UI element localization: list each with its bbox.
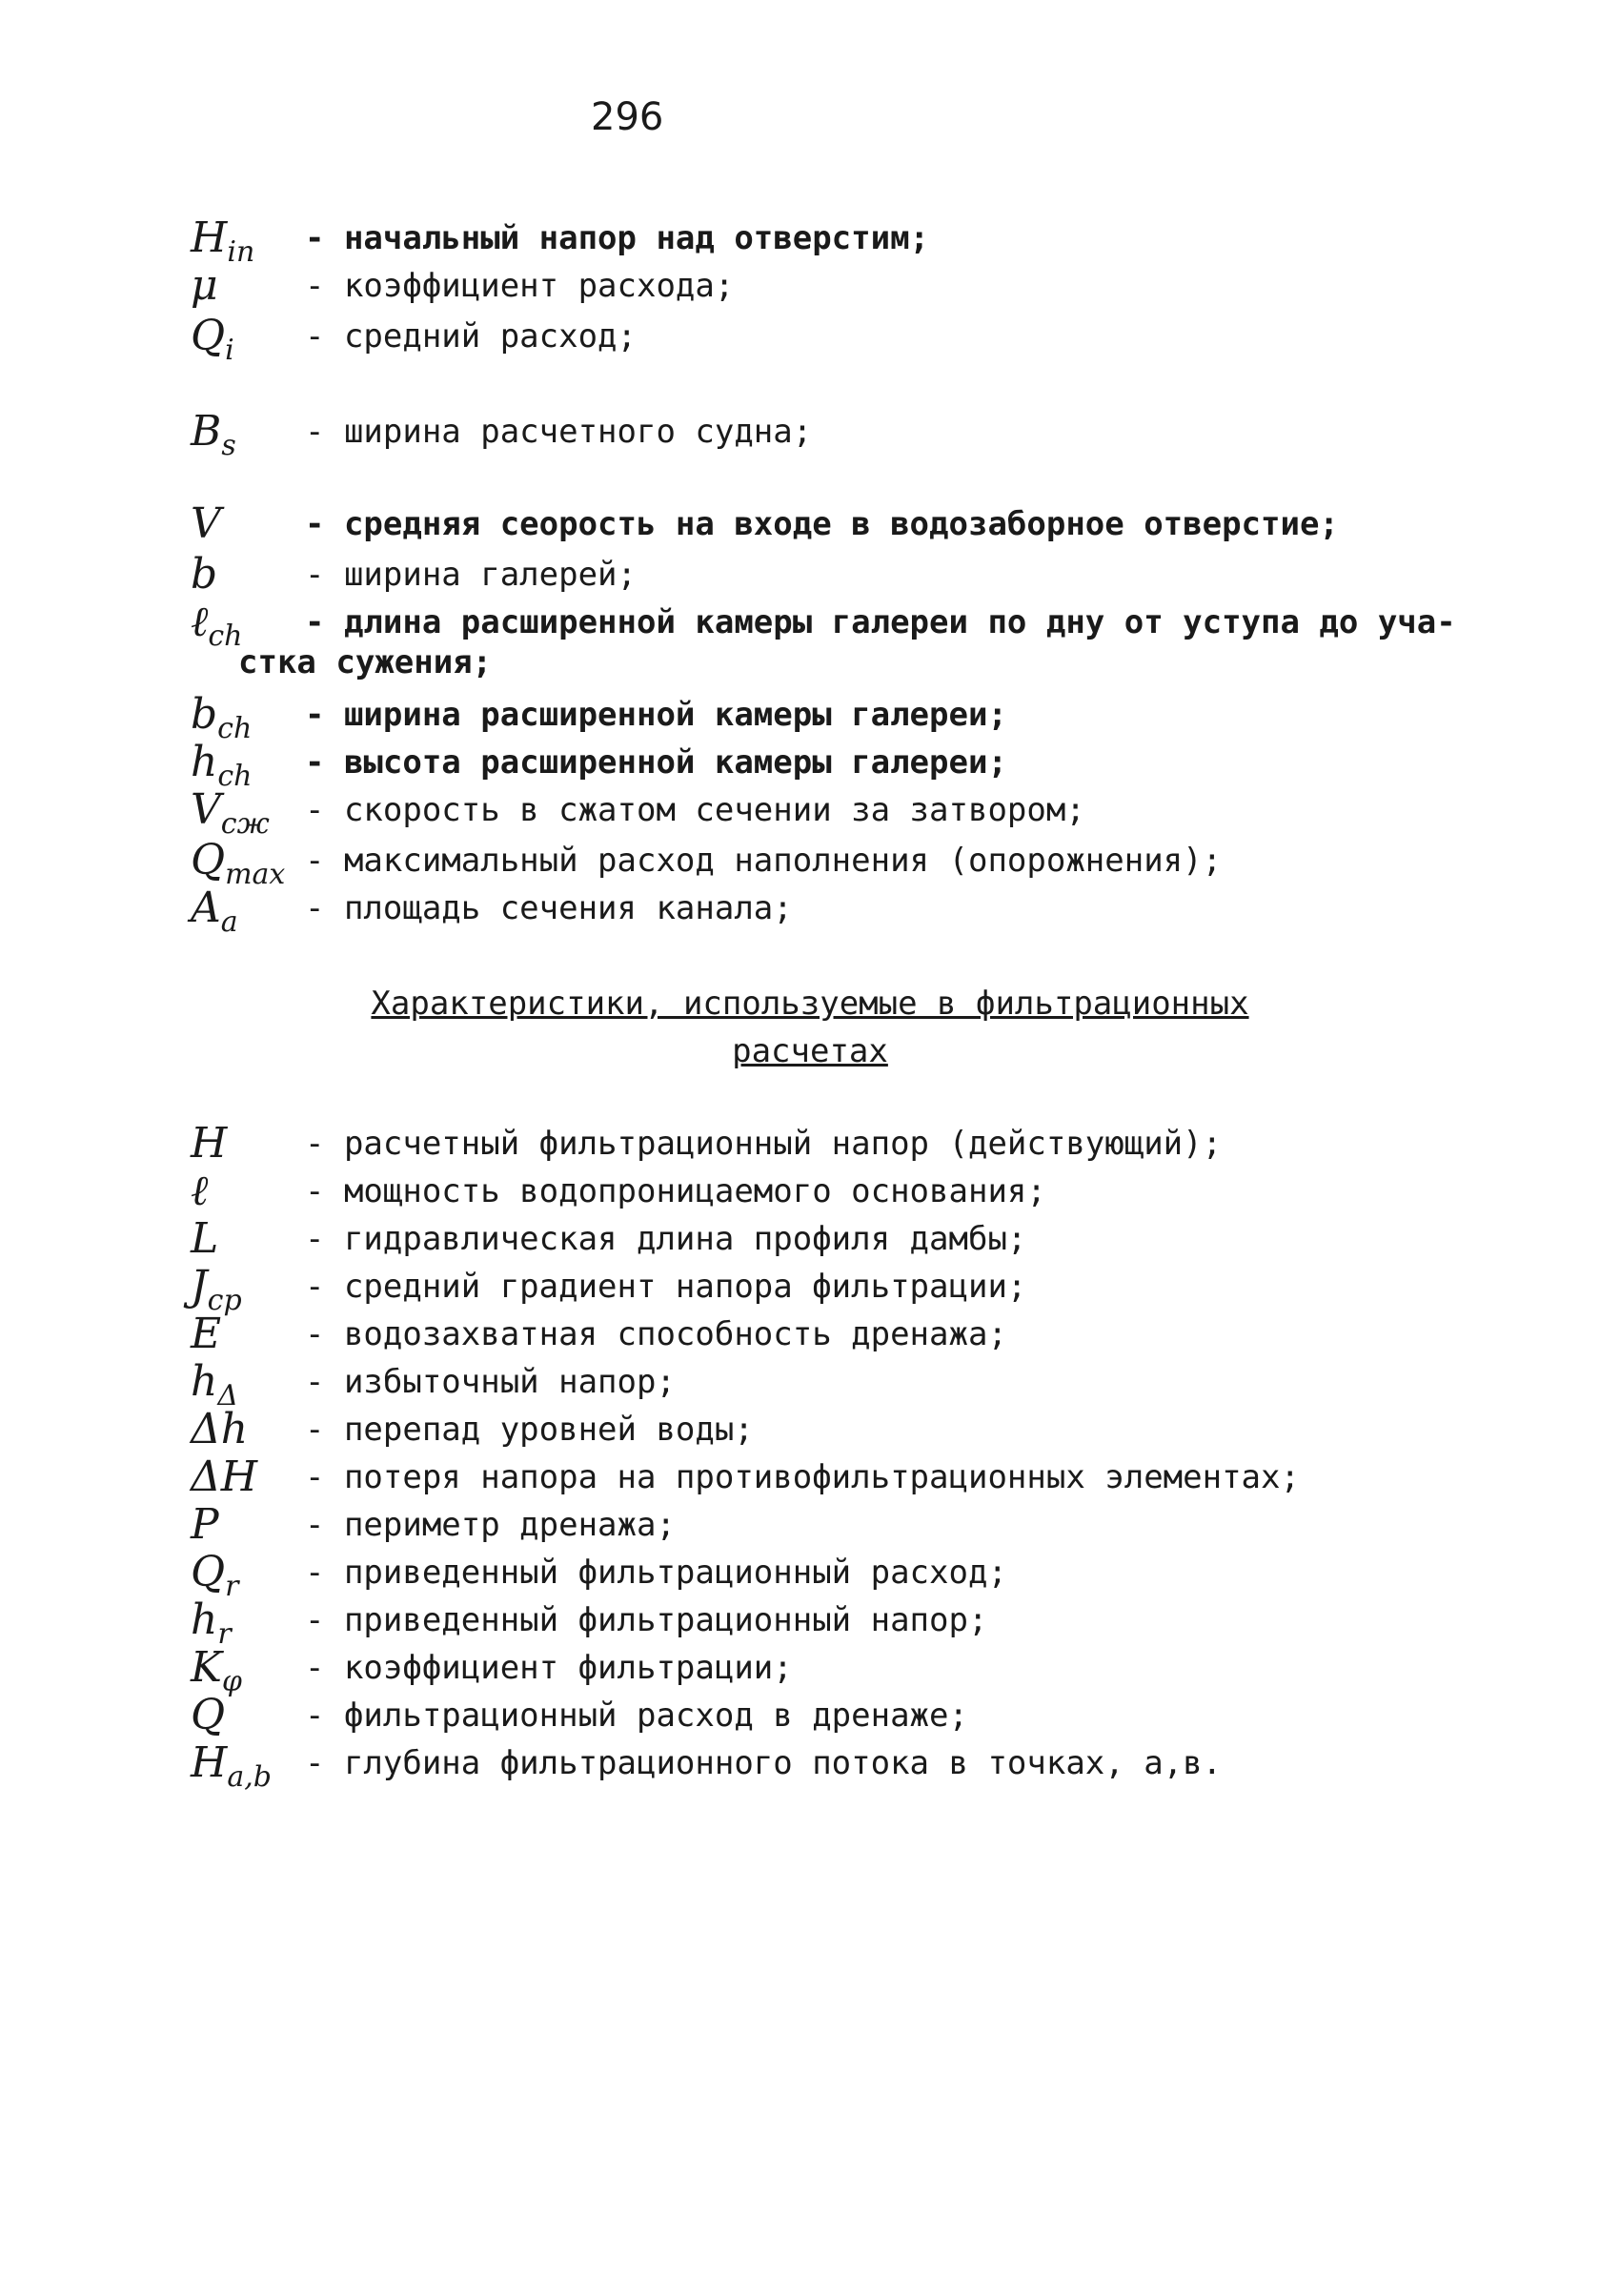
symbol-main: J (191, 1262, 208, 1311)
notation-row (191, 1357, 1582, 1412)
symbol-main: L (191, 1214, 219, 1263)
symbol-subscript: i (225, 333, 234, 367)
symbol-main: h (191, 738, 218, 786)
notation-definition: - длина расширенной камеры галереи по дну от уступа до уча- (305, 603, 1456, 641)
page-number: 296 (591, 95, 664, 139)
notation-row (191, 836, 1582, 891)
notation-definition: - высота расширенной камеры галереи; (305, 743, 1007, 782)
section-heading-line2: расчетах (732, 1032, 888, 1070)
notation-row (191, 551, 1582, 599)
notation-definition: - приведенный фильтрационный напор; (305, 1601, 988, 1639)
symbol-subscript: in (227, 234, 255, 269)
symbol-main: E (191, 1310, 222, 1358)
notation-definition: - начальный напор над отверстим; (305, 219, 930, 257)
symbol-subscript: r (217, 1616, 232, 1651)
notation-row (191, 312, 1582, 367)
symbol-main: b (191, 690, 218, 739)
notation-row (191, 884, 1582, 939)
notation-row (191, 262, 1582, 310)
notation-definition: - средняя сеорость на входе в водозаборное отверстие; (305, 505, 1339, 543)
symbol-subscript: ch (217, 711, 253, 745)
notation-definition: - расчетный фильтрационный напор (действующий); (305, 1125, 1223, 1163)
symbol-subscript: a (220, 904, 238, 939)
symbol-main: h (191, 1357, 218, 1406)
notation-row (191, 407, 1582, 462)
notation-symbol (191, 408, 236, 470)
symbol-subscript: a,b (227, 1759, 273, 1794)
notation-symbol (191, 500, 221, 548)
notation-symbol (191, 1215, 218, 1263)
symbol-main: P (191, 1500, 219, 1549)
symbol-main: ℓ (191, 598, 209, 646)
notation-row (191, 213, 1582, 269)
notation-row (191, 1548, 1582, 1603)
symbol-main: Q (191, 1691, 226, 1739)
notation-definition: - глубина фильтрационного потока в точках, а,в. (305, 1744, 1223, 1782)
symbol-main: K (191, 1643, 222, 1692)
symbol-subscript: max (225, 857, 286, 891)
symbol-main: Q (191, 836, 226, 884)
notation-row (191, 500, 1582, 548)
notation-row (191, 785, 1582, 841)
notation-definition: - мощность водопроницаемого основания; (305, 1172, 1046, 1210)
symbol-subscript: ch (208, 619, 243, 653)
symbol-main: V (191, 499, 221, 548)
notation-row (191, 690, 1582, 745)
notation-row (191, 1692, 1582, 1739)
symbol-main: Δh (191, 1405, 249, 1453)
symbol-main: μ (191, 261, 218, 310)
notation-row (191, 1262, 1582, 1317)
notation-definition: - водозахватная способность дренажа; (305, 1315, 1007, 1353)
notation-row (191, 1595, 1582, 1651)
symbol-main: ΔH (191, 1453, 258, 1501)
symbol-main: H (191, 1119, 228, 1168)
notation-definition: - ширина расчетного судна; (305, 413, 813, 451)
notation-definition: - скорость в сжатом сечении за затвором; (305, 791, 1085, 829)
symbol-main: Q (191, 312, 226, 360)
symbol-main: H (191, 213, 228, 262)
symbol-subscript: ch (217, 759, 253, 793)
notation-symbol (191, 1406, 248, 1453)
notation-definition: - гидравлическая длина профиля дамбы; (305, 1220, 1027, 1258)
notation-definition: - коэффициент расхода; (305, 267, 735, 305)
symbol-main: Q (191, 1548, 226, 1596)
notation-row (191, 1738, 1582, 1794)
notation-symbol (191, 1311, 221, 1358)
symbol-main: A (191, 884, 221, 932)
notation-symbol (191, 262, 218, 310)
notation-symbol (191, 1168, 208, 1215)
section-heading-line1: Характеристики, используемые в фильтрационных (371, 985, 1249, 1023)
symbol-subscript: s (221, 428, 236, 462)
notation-symbol (191, 551, 217, 599)
notation-row (191, 1120, 1582, 1168)
notation-symbol (191, 599, 242, 660)
notation-symbol (191, 884, 238, 946)
notation-definition: - максимальный расход наполнения (опорожнения); (305, 842, 1223, 880)
notation-definition: - приведенный фильтрационный расход; (305, 1554, 1007, 1592)
notation-symbol (191, 1453, 257, 1501)
notation-row (191, 1643, 1582, 1698)
notation-definition: - избыточный напор; (305, 1363, 676, 1401)
notation-symbol (191, 1739, 272, 1801)
notation-definition: - ширина галерей; (305, 556, 637, 594)
notation-row (191, 1501, 1582, 1549)
notation-symbol (191, 1120, 227, 1168)
notation-row (191, 1453, 1582, 1501)
symbol-main: V (191, 785, 221, 834)
definition-continuation: стка сужения; (238, 643, 493, 681)
symbol-subscript: φ (221, 1664, 242, 1698)
symbol-main: H (191, 1738, 228, 1787)
symbol-main: ℓ (191, 1167, 209, 1215)
notation-definition: - коэффициент фильтрации; (305, 1649, 793, 1687)
notation-symbol (191, 1501, 219, 1549)
notation-row (191, 738, 1582, 793)
symbol-main: b (191, 550, 218, 599)
notation-definition: - площадь сечения канала; (305, 889, 793, 927)
symbol-subscript: Δ (217, 1378, 239, 1412)
notation-definition: - периметр дренажа; (305, 1506, 676, 1544)
symbol-main: B (191, 407, 222, 456)
notation-symbol (191, 313, 234, 375)
notation-row (191, 1406, 1582, 1453)
notation-definition: - фильтрационный расход в дренаже; (305, 1697, 968, 1735)
notation-row (191, 1215, 1582, 1263)
notation-row (191, 1311, 1582, 1358)
symbol-subscript: r (225, 1569, 239, 1603)
symbol-subscript: cж (220, 806, 270, 841)
notation-row (191, 1168, 1582, 1215)
notation-definition: - потеря напора на противофильтрационных элементах; (305, 1458, 1300, 1496)
symbol-main: h (191, 1595, 218, 1644)
notation-definition: - ширина расширенной камеры галереи; (305, 696, 1007, 734)
notation-definition: - перепад уровней воды; (305, 1411, 754, 1449)
notation-symbol (191, 1692, 225, 1739)
notation-definition: - средний расход; (305, 317, 637, 356)
notation-definition: - средний градиент напора фильтрации; (305, 1268, 1027, 1306)
symbol-subscript: cp (207, 1283, 242, 1317)
